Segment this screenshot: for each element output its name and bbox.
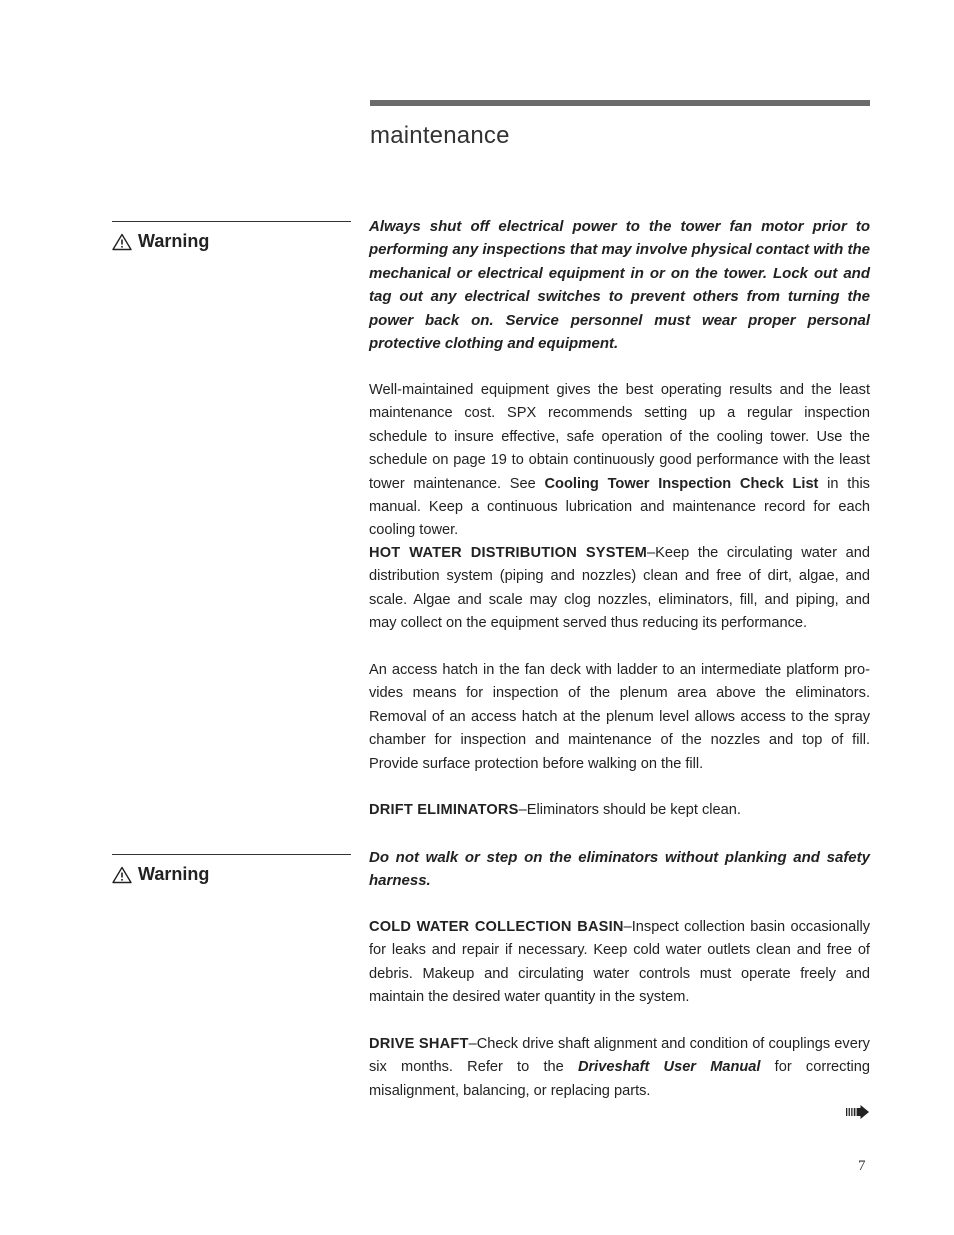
drift-paragraph xyxy=(369,799,870,822)
cold-water-heading: COLD WATER COLLECTION BASIN xyxy=(369,919,624,935)
warning-triangle-icon xyxy=(112,233,132,251)
inspection-checklist-reference: Cooling Tower Inspection Check List xyxy=(544,475,819,492)
intro-paragraph xyxy=(369,379,870,543)
drive-shaft-text-end: for correcting misalignment, balancing, or replacing parts. xyxy=(369,1059,870,1099)
warning-block-2 xyxy=(112,854,351,885)
drift-heading: DRIFT ELIMINATORS xyxy=(369,802,519,818)
section-title: maintenance xyxy=(370,122,510,149)
intro-text-end: in this manual. Keep a continuous lubrication and maintenance record for each cooling tower. xyxy=(369,475,870,539)
warning-text-1: Always shut off electrical power to the tower fan motor prior to performing any inspections that may involve physical contact with the mechanical or electrical equipment in or on the tower. Lock out and tag out any electrical switches to prevent others from turning the power back on. Service personnel must wear proper personal protective clothing and equipment. xyxy=(369,218,870,353)
warning-text-2: Do not walk or step on the eliminators without planking and safety harness. xyxy=(369,849,870,890)
driveshaft-manual-reference: Driveshaft User Manual xyxy=(577,1059,761,1076)
drive-shaft-text-start: –Check drive shaft alignment and condition of couplings every six months. Refer to the xyxy=(369,1036,870,1076)
hot-water-paragraph xyxy=(369,542,870,636)
warning-triangle-icon xyxy=(112,866,132,884)
drift-text: –Eliminators should be kept clean. xyxy=(518,802,741,818)
warning-label-1 xyxy=(112,231,351,252)
warning-block-1 xyxy=(112,221,351,252)
warning-label-text: Warning xyxy=(138,231,210,251)
access-hatch-paragraph: An access hatch in the fan deck with ladder to an intermediate platform provides means for inspection of the plenum area above the eliminators. Removal of an access hatch at the plenum level allows access to the spray chamber for inspection and maintenance of the nozzles and top of fill. Provide surface protection before walking on the fill. xyxy=(369,662,870,772)
continue-arrow-icon xyxy=(846,1104,870,1120)
header-rule xyxy=(370,100,870,106)
cold-water-text: –Inspect collection basin occasionally for leaks and repair if necessary. Keep cold water outlets clean and free of debris. Makeup and circulating water controls must operate freely and maintain the desired water quantity in the system. xyxy=(369,919,870,1006)
warning-label-2 xyxy=(112,864,351,885)
drive-shaft-heading: DRIVE SHAFT xyxy=(369,1036,469,1052)
intro-text-start: Well-maintained equipment gives the best operating results and the least maintenance cost. SPX recommends setting up a regular inspection schedule to insure effective, safe operation of the cooling tower. Use the schedule on page 19 to obtain continuously good performance with the least tower maintenance. See xyxy=(369,382,870,492)
drive-shaft-paragraph xyxy=(369,1033,870,1103)
warning-label-text: Warning xyxy=(138,864,210,884)
cold-water-paragraph xyxy=(369,916,870,1010)
hot-water-text: –Keep the circulating water and distribution system (piping and nozzles) clean and free of dirt, algae, and scale. Algae and scale may clog nozzles, eliminators, fill, and piping, and may collect on the equipment served thus reducing its performance. xyxy=(369,545,870,632)
hot-water-heading: HOT WATER DISTRIBUTION SYSTEM xyxy=(369,545,648,561)
page-number: 7 xyxy=(858,1158,866,1174)
